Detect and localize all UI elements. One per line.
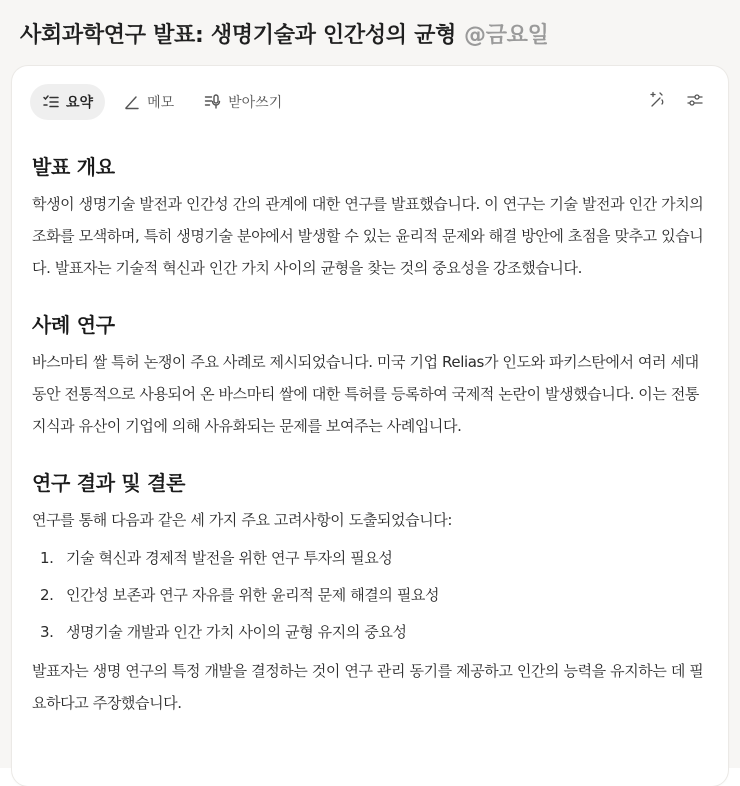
list-text: 인간성 보존과 연구 자유를 위한 윤리적 문제 해결의 필요성: [66, 586, 440, 604]
tab-summary[interactable]: [30, 84, 105, 120]
settings-sliders-icon: [686, 91, 704, 113]
toolbar-actions: [634, 87, 710, 117]
section-heading: 연구 결과 및 결론: [32, 471, 186, 495]
list-text: 생명기술 개발과 인간 가치 사이의 균형 유지의 중요성: [66, 623, 407, 641]
tab-memo-label: 메모: [147, 95, 175, 111]
section-heading: 사례 연구: [32, 313, 115, 337]
tab-summary-label: 요약: [66, 95, 94, 111]
list-item: [32, 540, 712, 577]
section-heading: 발표 개요: [32, 155, 115, 179]
date-mention[interactable]: @금요일: [464, 23, 549, 48]
section-overview: [32, 152, 712, 284]
list-number: 1.: [40, 549, 54, 567]
section-results: [32, 468, 712, 719]
section-paragraph: 바스마티 쌀 특허 논쟁이 주요 사례로 제시되었습니다. 미국 기업 Relias가 인도와 파키스탄에서 여러 세대 동안 전통적으로 사용되어 온 바스마티 쌀에 대한 특허를 등록하여 국제적 논란이 발생했습니다. 이는 전통 지식과 유산이 기업에 의해 사유화되는 문제를 보여주는 사례입니다.: [32, 353, 700, 435]
summary-card: [12, 66, 728, 786]
tab-memo[interactable]: [111, 84, 186, 120]
section-paragraph: 학생이 생명기술 발전과 인간성 간의 관계에 대한 연구를 발표했습니다. 이 연구는 기술 발전과 인간 가치의 조화를 모색하며, 특히 생명기술 분야에서 발생할 수 있는 윤리적 문제와 해결 방안에 초점을 맞추고 있습니다. 발표자는 기술적 혁신과 인간 가치 사이의 균형을 찾는 것의 중요성을 강조했습니다.: [32, 195, 704, 277]
note-header: [20, 18, 549, 58]
transcript-icon: [204, 93, 222, 111]
section-conclusion: 발표자는 생명 연구의 특정 개발을 결정하는 것이 연구 관리 동기를 제공하고 인간의 능력을 유지하는 데 필요하다고 주장했습니다.: [32, 662, 704, 712]
magic-edit-button[interactable]: [642, 87, 672, 117]
summary-content: [32, 152, 712, 737]
settings-button[interactable]: [680, 87, 710, 117]
tab-toolbar: [30, 84, 710, 120]
tab-transcript[interactable]: [192, 84, 294, 120]
list-item: [32, 614, 712, 651]
results-list: [32, 540, 712, 651]
section-case-study: [32, 310, 712, 442]
summary-list-icon: [42, 93, 60, 111]
list-text: 기술 혁신과 경제적 발전을 위한 연구 투자의 필요성: [66, 549, 393, 567]
list-number: 2.: [40, 586, 54, 604]
page-title[interactable]: 사회과학연구 발표: 생명기술과 인간성의 균형: [20, 23, 457, 48]
tab-transcript-label: 받아쓰기: [228, 95, 283, 111]
magic-edit-icon: [648, 91, 666, 113]
section-intro: 연구를 통해 다음과 같은 세 가지 주요 고려사항이 도출되었습니다:: [32, 511, 453, 529]
list-number: 3.: [40, 623, 54, 641]
pencil-icon: [123, 93, 141, 111]
list-item: [32, 577, 712, 614]
